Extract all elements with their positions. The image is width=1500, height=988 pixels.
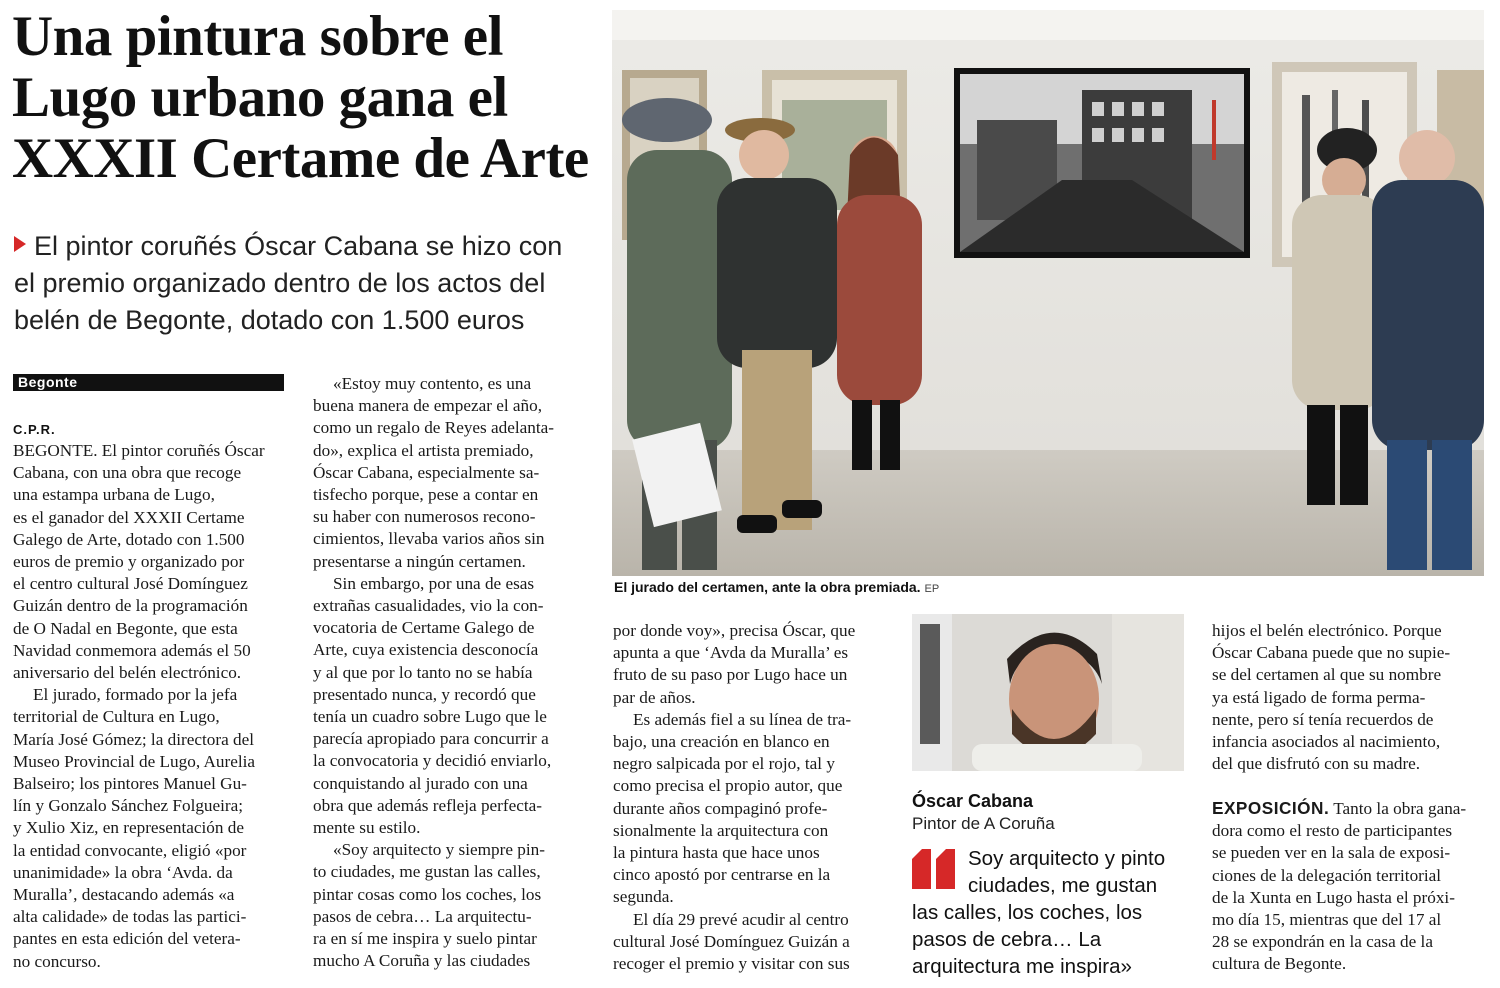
body-text-line: segunda. (613, 887, 674, 907)
body-text-line: alta calidade» de todas las partici- (13, 907, 247, 927)
body-text-line: sionalmente la arquitectura con (613, 820, 829, 840)
body-text-line: fruto de su paso por Lugo hace un (613, 665, 848, 685)
body-text-line: la entidad convocante, eligió «por (13, 840, 247, 860)
quote-line: arquitectura me inspira» (912, 955, 1132, 978)
body-text-line: dora como el resto de participantes (1212, 821, 1453, 841)
body-text-line: Óscar Cabana, especialmente sa- (313, 462, 540, 482)
body-text-line: infancia asociados al nacimiento, (1212, 732, 1441, 752)
body-text-line: mente su estilo. (313, 818, 421, 838)
section-label: EXPOSICIÓN. (1212, 798, 1330, 818)
body-text-line: pasos de cebra… La arquitectu- (313, 906, 532, 926)
photo-caption (614, 579, 939, 595)
body-text-line: apunta a que ‘Avda da Muralla’ es (613, 643, 849, 663)
body-text-line (1212, 797, 1486, 820)
body-text-line: to ciudades, me gustan las calles, (313, 862, 541, 882)
body-text-line: su haber con numerosos recono- (313, 507, 536, 527)
body-text-line: parecía apropiado para concurrir a (313, 729, 549, 749)
body-text-line: se del certamen al que su nombre (1212, 665, 1442, 685)
body-text-line: ciones de la delegación territorial (1212, 865, 1442, 885)
body-text-line: territorial de Cultura en Lugo, (13, 707, 220, 727)
section-tag: Begonte (13, 374, 284, 391)
body-text-line: «Soy arquitecto y siempre pin- (333, 840, 545, 860)
body-text-line: hijos el belén electrónico. Porque (1212, 621, 1442, 640)
body-text-line: recoger el premio y visitar con sus (613, 954, 850, 974)
headline (12, 6, 602, 189)
body-text-line: El día 29 prevé acudir al centro (633, 909, 849, 929)
body-text-line: se pueden ver en la sala de exposi- (1212, 843, 1451, 863)
body-text-line: Óscar Cabana puede que no supie- (1212, 643, 1451, 663)
body-text-line: pintar cosas como los coches, los (313, 884, 542, 904)
body-text-line: como precisa el propio autor, que (613, 776, 843, 796)
body-text-line: Es además fiel a su línea de tra- (633, 709, 852, 729)
body-text-line: Balseiro; los pintores Manuel Gu- (13, 774, 247, 794)
quote-line: las calles, los coches, los (912, 901, 1143, 924)
body-text-line: de O Nadal en Begonte, que esta (13, 618, 238, 638)
headline-line: XXXII Certame de Arte (12, 127, 589, 190)
body-text: Tanto la obra gana- (1333, 799, 1467, 818)
body-text-line: lín y Gonzalo Sánchez Folgueira; (13, 796, 244, 816)
caption-text: El jurado del certamen, ante la obra premiada. (614, 579, 921, 595)
article-column-4-top (1212, 620, 1486, 775)
body-text-line: aniversario del belén electrónico. (13, 663, 242, 683)
body-text-line: mo día 15, mientras que del 17 al (1212, 910, 1442, 930)
body-text-line: por donde voy», precisa Óscar, que (613, 621, 856, 640)
body-text-line: extrañas casualidades, vio la con- (313, 596, 544, 616)
body-text-line: cultura de Begonte. (1212, 954, 1347, 974)
body-text-line: bajo, una creación en blanco en (613, 732, 830, 752)
body-text-line: unanimidade» la obra ‘Avda. da (13, 862, 233, 882)
body-text-line: ya está ligado de forma perma- (1212, 687, 1426, 707)
article-column-3 (613, 620, 887, 975)
quote-line: pasos de cebra… La (912, 928, 1102, 951)
body-text-line: Galego de Arte, dotado con 1.500 (13, 529, 245, 549)
subhead-line-2: el premio organizado dentro de los actos del (14, 268, 546, 298)
body-text-line: el centro cultural José Domínguez (13, 574, 248, 594)
body-text-line: ra en sí me inspira y suelo pintar (313, 929, 537, 949)
body-text-line: Cabana, con una obra que recoge (13, 463, 242, 483)
quote-line: ciudades, me gustan (968, 874, 1158, 897)
subhead-line-3: belén de Begonte, dotado con 1.500 euros (14, 305, 525, 335)
body-text-line: es el ganador del XXXII Certame (13, 507, 245, 527)
body-text-line: durante años compaginó profe- (613, 798, 828, 818)
body-text-line: vocatoria de Certame Galego de (313, 618, 535, 638)
subhead-text: El pintor coruñés Óscar Cabana se hizo con (34, 231, 563, 261)
body-text-line: nente, pero sí tenía recuerdos de (1212, 709, 1434, 729)
body-text-line: obra que además refleja perfecta- (313, 795, 543, 815)
body-text-line: de la Xunta en Lugo hasta el próxi- (1212, 887, 1455, 907)
body-text-line: presentarse a ningún certamen. (313, 551, 526, 571)
headline-line: Lugo urbano gana el (12, 66, 508, 129)
body-text-line: Guizán dentro de la programación (13, 596, 248, 616)
body-text-line: pantes en esta edición del vetera- (13, 929, 241, 949)
body-text-line: tisfecho porque, pese a contar en (313, 485, 539, 505)
main-photo (612, 10, 1484, 576)
body-text-line: BEGONTE. El pintor coruñés Óscar (13, 441, 265, 460)
body-text-line: conquistando al jurado con una (313, 773, 528, 793)
byline: C.P.R. (13, 422, 56, 437)
gallery-scene-illustration (612, 10, 1484, 576)
body-text-line: cimientos, llevaba varios años sin (313, 529, 545, 549)
body-text-line: tenía un cuadro sobre Lugo que le (313, 707, 547, 727)
body-text-line: euros de premio y organizado por (13, 552, 245, 572)
body-text-line: y al que por lo tanto no se había (313, 662, 533, 682)
body-text-line: del que disfrutó con su madre. (1212, 754, 1421, 774)
body-text-line: mucho A Coruña y las ciudades (313, 951, 531, 971)
body-text-line: como un regalo de Reyes adelanta- (313, 418, 555, 438)
body-text-line: par de años. (613, 687, 696, 707)
body-text-line: «Estoy muy contento, es una (333, 374, 532, 393)
body-text-line: El jurado, formado por la jefa (33, 685, 238, 705)
body-text-line: Museo Provincial de Lugo, Aurelia (13, 751, 256, 771)
subheadline (14, 228, 604, 339)
photo-credit: EP (924, 583, 940, 595)
body-text-line: no concurso. (13, 951, 101, 971)
article-column-4-bottom (1212, 797, 1486, 976)
body-text-line: Sin embargo, por una de esas (333, 573, 535, 593)
body-text-line: Arte, cuya existencia desconocía (313, 640, 539, 660)
body-text-line: la pintura hasta que hace unos (613, 843, 820, 863)
article-column-1 (13, 440, 287, 973)
body-text-line: la convocatoria y decidió enviarlo, (313, 751, 552, 771)
body-text-line: y Xulio Xiz, en representación de (13, 818, 244, 838)
pull-quote (912, 845, 1202, 980)
body-text-line: presentado nunca, y recordó que (313, 684, 536, 704)
body-text-line: cultural José Domínguez Guizán a (613, 931, 850, 951)
portrait-illustration (912, 614, 1184, 771)
triangle-bullet-icon (14, 236, 26, 252)
headline-line: Una pintura sobre el (12, 5, 503, 68)
portrait-role: Pintor de A Coruña (912, 814, 1055, 833)
subhead-line-1 (14, 228, 604, 265)
portrait-photo (912, 614, 1184, 771)
body-text-line: buena manera de empezar el año, (313, 396, 543, 416)
body-text-line: Navidad conmemora además el 50 (13, 640, 251, 660)
body-text-line: María José Gómez; la directora del (13, 729, 255, 749)
body-text-line: negro salpicada por el rojo, tal y (613, 754, 835, 774)
portrait-name: Óscar Cabana (912, 791, 1034, 811)
quote-line: Soy arquitecto y pinto (968, 847, 1166, 870)
body-text-line: cinco apostó por centrarse en la (613, 865, 831, 885)
body-text-line: 28 se expondrán en la casa de la (1212, 932, 1433, 952)
body-text-line: do», explica el artista premiado, (313, 440, 534, 460)
body-text-line: Muralla’, destacando además «a (13, 885, 235, 905)
article-column-2 (313, 373, 587, 972)
body-text-line: una estampa urbana de Lugo, (13, 485, 215, 505)
